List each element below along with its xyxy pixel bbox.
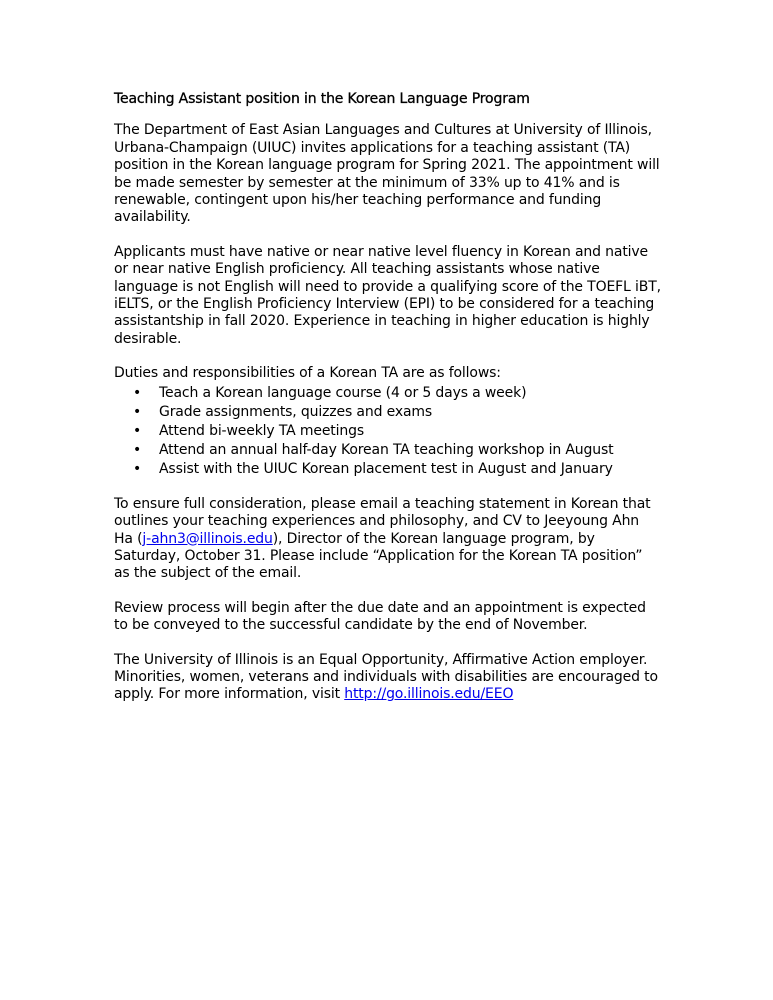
application-paragraph [114, 496, 662, 583]
application-text-after: ), Director of the Korean language program, by Saturday, October 31. Please include “Application for the Korean TA position” as the subject of the email. [114, 530, 643, 582]
email-link[interactable]: j-ahn3@illinois.edu [142, 530, 273, 547]
eeo-link[interactable]: http://go.illinois.edu/EEO [344, 686, 514, 703]
list-item-text: Assist with the UIUC Korean placement test in August and January [159, 460, 613, 477]
bullet-icon: • [133, 422, 142, 439]
list-item [114, 384, 662, 403]
list-item-text: Attend an annual half-day Korean TA teaching workshop in August [159, 441, 614, 458]
page-title: Teaching Assistant position in the Korean Language Program [114, 91, 530, 107]
intro-paragraph: The Department of East Asian Languages and Cultures at University of Illinois, Urbana-Champaign (UIUC) invites applications for a teaching assistant (TA) position in the Korean language program for Spring 2021. The appointment will be made semester by semester at the minimum of 33% up to 41% and is renewable, contingent upon his/her teaching performance and funding availability. [114, 122, 660, 226]
list-item [114, 460, 662, 479]
application-text-before: To ensure full consideration, please email a teaching statement in Korean that outlines your teaching experiences and philosophy, and CV to Jeeyoung Ahn Ha ( [114, 495, 651, 547]
bullet-icon: • [133, 460, 142, 477]
list-item [114, 441, 662, 460]
duties-heading: Duties and responsibilities of a Korean TA are as follows: [114, 365, 501, 382]
bullet-icon: • [133, 441, 142, 458]
list-item-text: Attend bi-weekly TA meetings [159, 422, 364, 439]
eeo-text: The University of Illinois is an Equal Opportunity, Affirmative Action employer. Minorities, women, veterans and individuals with disabilities are encouraged to apply. For more information, visit [114, 651, 658, 703]
list-item [114, 422, 662, 441]
list-item [114, 403, 662, 422]
list-item-text: Teach a Korean language course (4 or 5 days a week) [159, 384, 527, 401]
eeo-paragraph [114, 652, 662, 704]
requirements-paragraph: Applicants must have native or near native level fluency in Korean and native or near native English proficiency. All teaching assistants whose native language is not English will need to provide a qualifying score of the TOEFL iBT, iELTS, or the English Proficiency Interview (EPI) to be considered for a teaching assistantship in fall 2020. Experience in teaching in higher education is highly desirable. [114, 243, 661, 347]
list-item-text: Grade assignments, quizzes and exams [159, 403, 433, 420]
document-page [114, 91, 662, 721]
review-paragraph: Review process will begin after the due date and an appointment is expected to be conveyed to the successful candidate by the end of November. [114, 599, 646, 634]
duties-list [114, 384, 662, 479]
bullet-icon: • [133, 403, 142, 420]
bullet-icon: • [133, 384, 142, 401]
